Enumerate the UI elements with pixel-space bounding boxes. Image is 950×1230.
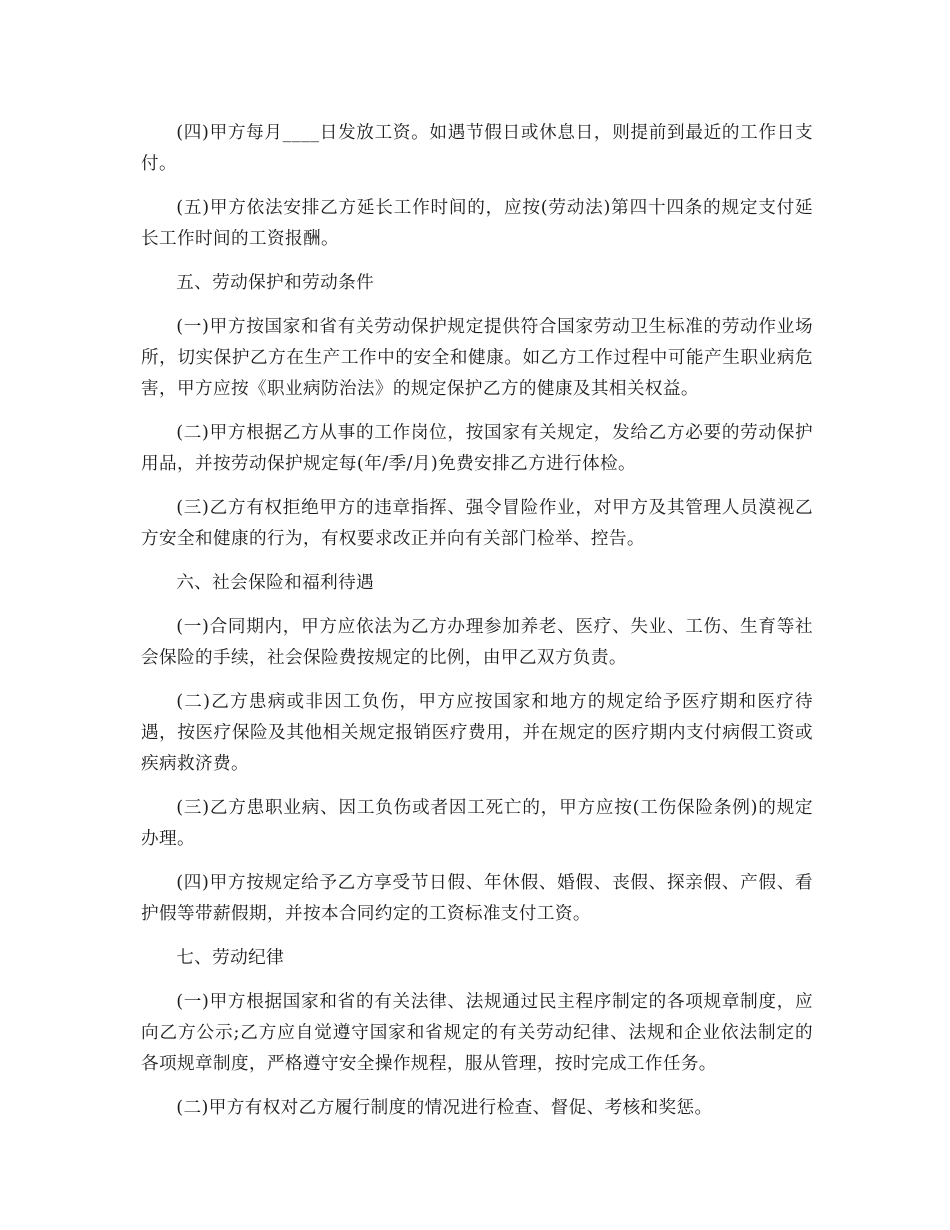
paragraph-work-injury: (三)乙方患职业病、因工负伤或者因工死亡的，甲方应按(工伤保险条例)的规定办理。 (141, 798, 813, 849)
paragraph-workplace-safety: (一)甲方按国家和省有关劳动保护规定提供符合国家劳动卫生标准的劳动作业场所，切实保护乙方在生产工作中的安全和健康。如乙方工作过程中可能产生职业病危害，甲方应按《职业病防治法》的规定保护乙方的健康及其相关权益。 (141, 317, 813, 399)
paragraph-insurance-enrollment: (一)合同期内，甲方应依法为乙方办理参加养老、医疗、失业、工伤、生育等社会保险的手续，社会保险费按规定的比例，由甲乙双方负责。 (141, 617, 813, 668)
section-heading-social-insurance: 六、社会保险和福利待遇 (176, 573, 375, 593)
document-page (141, 118, 813, 1137)
paragraph-overtime-pay: (五)甲方依法安排乙方延长工作时间的，应按(劳动法)第四十四条的规定支付延长工作时间的工资报酬。 (141, 198, 813, 249)
paragraph-wage-payday: (四)甲方每月____日发放工资。如遇节假日或休息日，则提前到最近的工作日支付。 (141, 123, 813, 174)
paragraph-rules-and-regulations: (一)甲方根据国家和省的有关法律、法规通过民主程序制定的各项规章制度，应向乙方公示;乙方应自觉遵守国家和省规定的有关劳动纪律、法规和企业依法制定的各项规章制度，严格遵守安全操作规程，服从管理，按时完成工作任务。 (141, 992, 813, 1074)
paragraph-inspection-and-rewards: (二)甲方有权对乙方履行制度的情况进行检查、督促、考核和奖惩。 (176, 1098, 713, 1118)
section-heading-labor-protection: 五、劳动保护和劳动条件 (176, 273, 375, 293)
paragraph-sick-leave: (二)乙方患病或非因工负伤，甲方应按国家和地方的规定给予医疗期和医疗待遇，按医疗保险及其他相关规定报销医疗费用，并在规定的医疗期内支付病假工资或疾病救济费。 (141, 692, 813, 774)
paragraph-protective-equipment: (二)甲方根据乙方从事的工作岗位，按国家有关规定，发给乙方必要的劳动保护用品，并按劳动保护规定每(年/季/月)免费安排乙方进行体检。 (141, 423, 813, 474)
section-heading-labor-discipline: 七、劳动纪律 (176, 948, 285, 968)
paragraph-refuse-unsafe-orders: (三)乙方有权拒绝甲方的违章指挥、强令冒险作业，对甲方及其管理人员漠视乙方安全和健康的行为，有权要求改正并向有关部门检举、控告。 (141, 498, 813, 549)
paragraph-paid-leave: (四)甲方按规定给予乙方享受节日假、年休假、婚假、丧假、探亲假、产假、看护假等带薪假期，并按本合同约定的工资标准支付工资。 (141, 873, 813, 924)
